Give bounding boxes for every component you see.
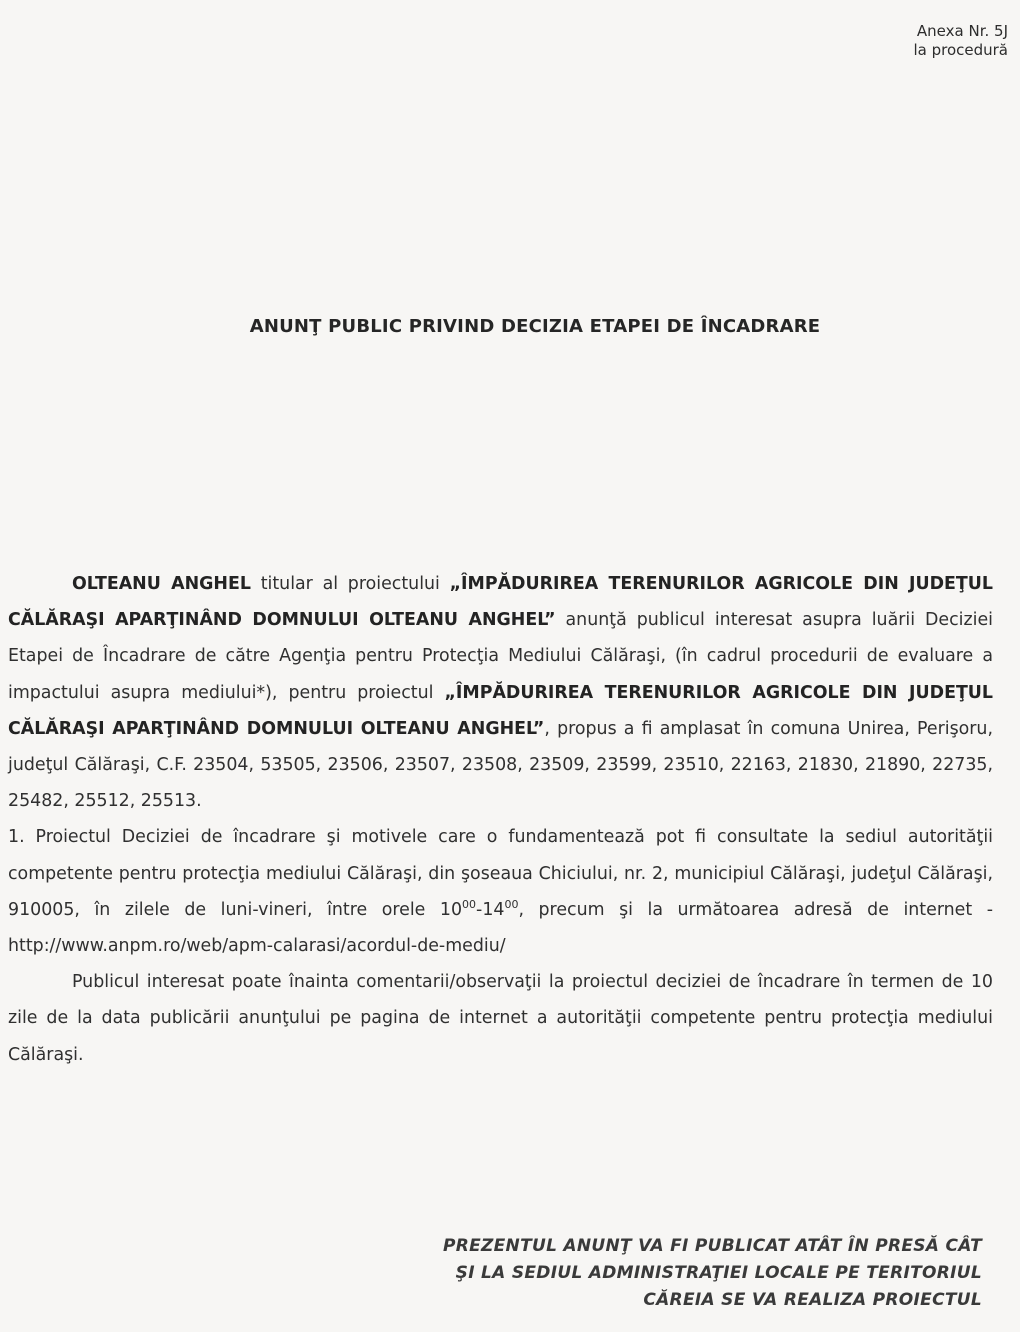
hour-superscript: 00 bbox=[462, 898, 477, 912]
paragraph-comments: Publicul interesat poate înainta comentarii/observaţii la proiectul deciziei de încadrare în termen de 10 zile de la data publicării anunţului pe pagina de internet a autorităţii competente pentru protecţia mediului Călăraşi. bbox=[8, 972, 993, 1065]
project-name: „ÎMPĂDURIREA TERENURILOR AGRICOLE DIN JUDEŢUL CĂLĂRAŞI APARŢINÂND DOMNULUI OLTEANU ANGHEL” bbox=[8, 574, 993, 631]
paragraph-consultation bbox=[8, 819, 993, 964]
document-title: ANUNŢ PUBLIC PRIVIND DECIZIA ETAPEI DE ÎNCADRARE bbox=[249, 316, 821, 337]
annex-number: Anexa Nr. 5J bbox=[916, 22, 1008, 40]
annex-reference bbox=[913, 22, 1008, 60]
document-body bbox=[8, 566, 993, 1073]
titular-name: OLTEANU ANGHEL bbox=[72, 574, 251, 594]
publication-note-line: PREZENTUL ANUNŢ VA FI PUBLICAT ATÂT ÎN PRESĂ CÂT bbox=[442, 1236, 982, 1256]
paragraph-text: -14 bbox=[476, 899, 505, 920]
publication-note bbox=[443, 1233, 982, 1314]
paragraph-announcement bbox=[8, 566, 993, 819]
publication-note-line: ŞI LA SEDIUL ADMINISTRAŢIEI LOCALE PE TERITORIUL bbox=[455, 1263, 982, 1283]
paragraph-text: , precum şi la următoarea adresă de internet - http://www.anpm.ro/web/apm-calarasi/acordul-de-mediu/ bbox=[8, 899, 994, 957]
paragraph-text: , propus a fi amplasat în comuna Unirea, Perişoru, judeţul Călăraşi, C.F. 23504, 53505, 23506, 23507, 23508, 23509, 23599, 23510, 22163, 21830, 21890, 22735, 25482, 25512, 25513. bbox=[8, 718, 993, 812]
project-name: „ÎMPĂDURIREA TERENURILOR AGRICOLE DIN JUDEŢUL CĂLĂRAŞI APARŢINÂND DOMNULUI OLTEANU ANGHEL” bbox=[8, 682, 994, 739]
hour-superscript: 00 bbox=[504, 898, 519, 912]
publication-note-line: CĂREIA SE VA REALIZA PROIECTUL bbox=[643, 1290, 982, 1310]
annex-procedure: la procedură bbox=[913, 41, 1008, 59]
paragraph-text: anunţă publicul interesat asupra luării Deciziei Etapei de Încadrare de către Agenţia pentru Protecţia Mediului Călăraşi, (în cadrul procedurii de evaluare a impactului asupra mediului*), pentru proiectul bbox=[8, 610, 993, 703]
paragraph-text: titular al proiectului bbox=[250, 574, 450, 594]
paragraph-text: 1. Proiectul Deciziei de încadrare şi motivele care o fundamentează pot fi consultate la sediul autorităţii competente pentru protecţia mediului Călăraşi, din şoseaua Chiciului, nr. 2, municipiul Călăraşi, judeţul Călăraşi, 910005, în zilele de luni-vineri, între orele 10 bbox=[8, 827, 993, 920]
